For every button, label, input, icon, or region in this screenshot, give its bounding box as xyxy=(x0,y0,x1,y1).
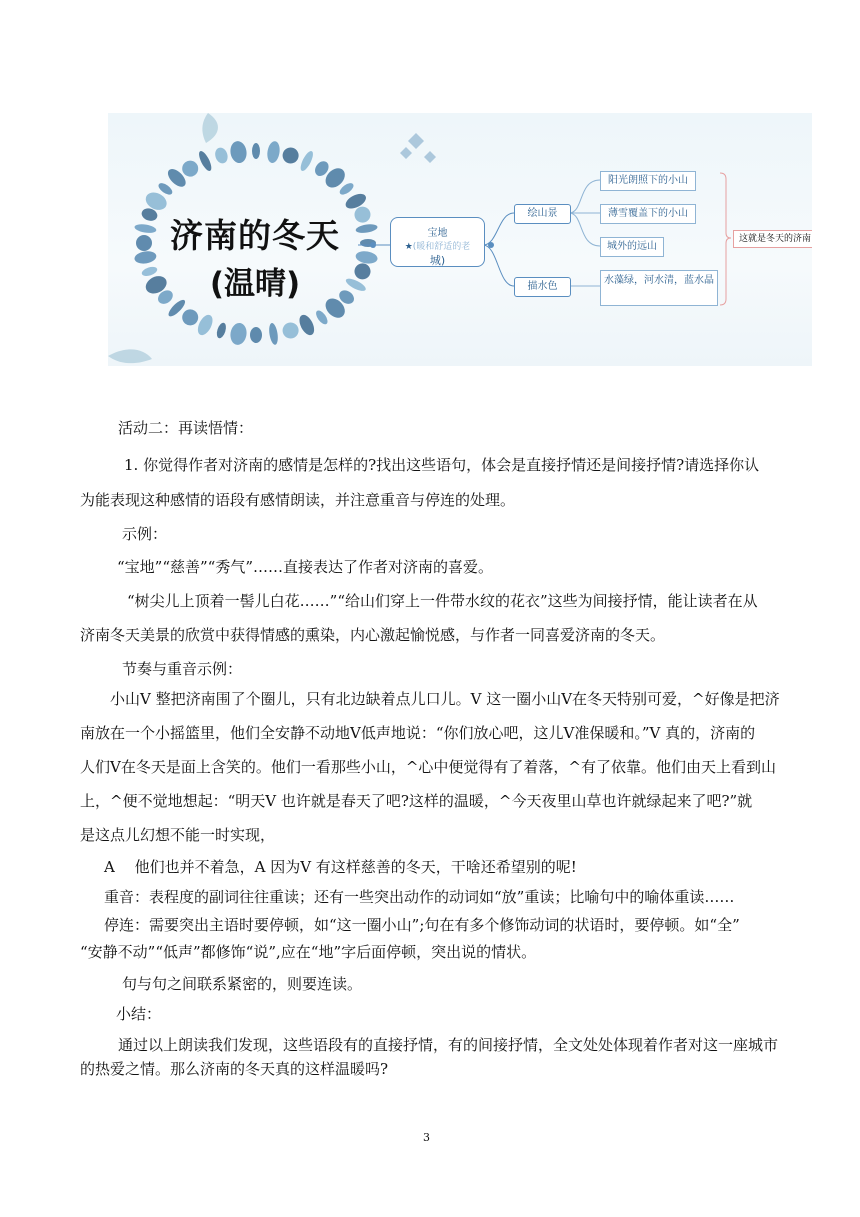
wreath-petal xyxy=(229,140,248,164)
question-1-line1: 1. 你觉得作者对济南的感情是怎样的?找出这些语句，体会是直接抒情还是间接抒情?请选择你认 xyxy=(124,456,760,474)
activity-heading: 活动二：再读悟情： xyxy=(118,419,254,437)
passage-line-4: 上，^便不觉地想起：“明天V 也许就是春天了吧?这样的温暖，^今天夜里山草也许就绿起来了吧?”就 xyxy=(80,792,753,810)
mind-map-banner xyxy=(108,113,812,366)
question-1-line2: 为能表现这种感情的语段有感情朗读，并注意重音与停连的处理。 xyxy=(80,491,516,509)
passage-line-1: 小山V 整把济南围了个圈儿，只有北边缺着点儿口儿。V 这一圈小山V在冬天特别可爱，^好像是把济 xyxy=(110,690,780,708)
summary-line1: 通过以上朗读我们发现，这些语段有的直接抒情，有的间接抒情，全文处处体现着作者对这一座城市 xyxy=(118,1036,779,1054)
wreath-petal xyxy=(298,149,315,172)
center-node xyxy=(390,217,485,267)
wreath-petal xyxy=(215,322,228,340)
leaf-node-3: 城外的远山 xyxy=(600,237,664,257)
wreath-petal xyxy=(314,309,330,327)
pause-note-line1: 停连：需要突出主语时要停顿，如“这一圈小山”;句在有多个修饰动词的状语时，要停顿。如“全” xyxy=(104,916,740,934)
star-icon: ★ xyxy=(404,242,413,252)
summary-node: 这就是冬天的济南 xyxy=(733,230,812,248)
summary-label: 小结： xyxy=(116,1005,162,1023)
wreath-petal xyxy=(281,145,301,165)
branch-mountain: 绘山景 xyxy=(514,204,571,224)
stress-note: 重音：表程度的副词往往重读；还有一些突出动作的动词如“放”重读；比喻句中的喻体重读…… xyxy=(104,888,735,906)
center-node-line3: 城) xyxy=(429,254,446,267)
passage-line-5: 是这点儿幻想不能一时实现， xyxy=(80,826,276,844)
leaf-node-2: 薄雪覆盖下的小山 xyxy=(600,204,696,224)
wreath-petal xyxy=(252,143,260,159)
leaf-node-4-text: 水藻绿，河水清，蓝水晶 xyxy=(604,275,714,286)
map-title: 济南的冬天 xyxy=(170,216,340,255)
link-note: 句与句之间联系紧密的，则要连读。 xyxy=(122,975,363,993)
wreath-petal xyxy=(250,327,262,343)
leaf-node-1: 阳光朗照下的小山 xyxy=(600,171,696,191)
branch-water: 描水色 xyxy=(514,277,571,297)
example-label: 示例： xyxy=(122,525,168,543)
example-1: “宝地”“慈善”“秀气”……直接表达了作者对济南的喜爱。 xyxy=(117,558,494,576)
center-node-line1: 宝地 xyxy=(427,228,448,239)
example-2-line2: 济南冬天美景的欣赏中获得情感的熏染，内心激起愉悦感，与作者一同喜爱济南的冬天。 xyxy=(80,626,666,644)
leaf-node-4 xyxy=(600,270,718,306)
wreath-petal xyxy=(296,312,317,337)
passage-line-2: 南放在一个小摇篮里，他们全安静不动地V低声地说：“你们放心吧，这儿V准保暖和。”V 真的，济南的 xyxy=(80,724,756,742)
rhythm-label: 节奏与重音示例： xyxy=(122,660,243,678)
wreath-petal xyxy=(179,306,201,328)
example-2-line1: “树尖儿上顶着一髻儿白花……”“给山们穿上一件带水纹的花衣”这些为间接抒情，能让读者在从 xyxy=(127,592,758,610)
map-subtitle: (温晴) xyxy=(209,266,301,302)
passage-line-3: 人们V在冬天是面上含笑的。他们一看那些小山，^心中便觉得有了着落，^有了依靠。他们由天上看到山 xyxy=(80,758,776,776)
wreath-petal xyxy=(197,149,214,172)
wreath-petal xyxy=(213,146,229,165)
page-number: 3 xyxy=(423,1131,430,1144)
wreath-petal xyxy=(229,322,248,346)
pause-note-line2: “安静不动”“低声”都修饰“说”,应在“地”字后面停顿，突出说的情状。 xyxy=(80,943,537,961)
wreath-petal xyxy=(266,140,281,164)
wreath-petal xyxy=(281,320,301,340)
summary-line2: 的热爱之情。那么济南的冬天真的这样温暖吗? xyxy=(80,1060,389,1078)
passage-last-line: A 他们也并不着急，A 因为V 有这样慈善的冬天，干啥还希望别的呢! xyxy=(104,858,577,876)
wreath-petal xyxy=(268,322,279,345)
center-node-line2: (暖和舒适的老 xyxy=(412,242,471,252)
